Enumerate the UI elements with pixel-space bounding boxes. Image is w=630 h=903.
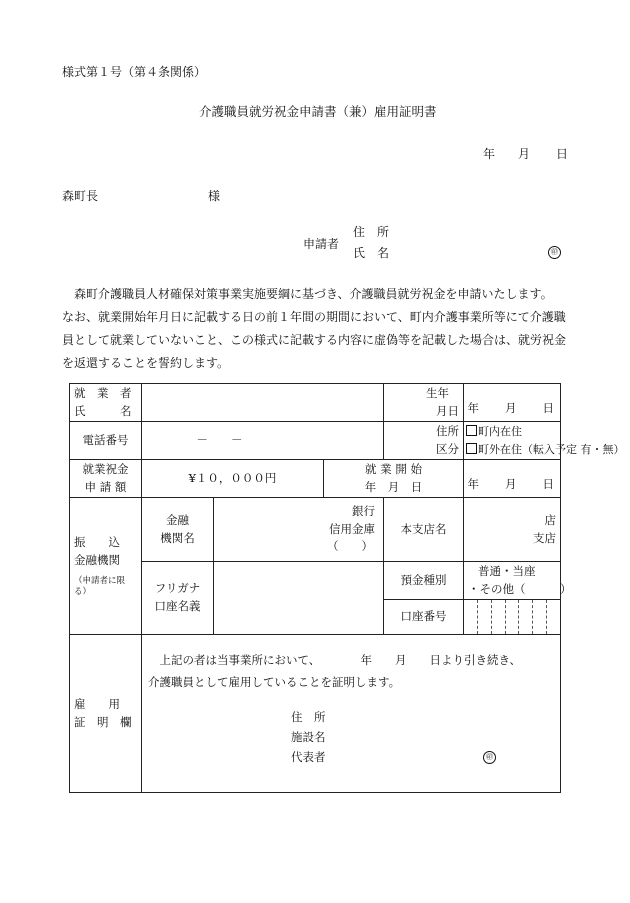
birth-year: 年 — [467, 401, 479, 416]
birth-month: 月 — [505, 401, 517, 416]
addressee-name: 森町長 — [62, 189, 99, 203]
date-month-label: 月 — [518, 147, 531, 161]
statement-paragraph — [62, 283, 570, 375]
start-day: 日 — [542, 477, 554, 492]
amount-value: ¥１０，０００円 — [142, 460, 324, 498]
address-type-field[interactable] — [464, 422, 625, 460]
statement-line-1: 森町介護職員人材確保対策事業実施要綱に基づき、介護職員就労祝金を申請いたします。 — [74, 287, 553, 301]
applicant-name-label: 氏 名 — [353, 246, 390, 260]
certification-text-1: 上記の者は当事業所において、 年 月 日より引き続き、 — [159, 653, 522, 667]
applicant-label: 申請者 — [303, 237, 340, 251]
cert-address-label: 住 所 — [291, 710, 326, 724]
amount-label: 就業祝金 申 請 額 — [70, 460, 142, 498]
account-holder-field[interactable] — [214, 562, 384, 635]
date-year-label: 年 — [483, 147, 496, 161]
in-town-option[interactable]: 町内在住 — [466, 423, 556, 440]
phone-label: 電話番号 — [70, 422, 142, 460]
bank-name-field[interactable]: 銀行 信用金庫 （ ） — [214, 498, 384, 562]
checkbox-icon[interactable] — [466, 443, 477, 454]
certification-field[interactable] — [142, 635, 561, 793]
statement-line-2: なお、就業開始年月日に記載する日の前１年間の期間において、町内介護事業所等にて介護職員として就業していないこと、この様式に記載する内容に虚偽等を記載した場合は、就労祝金を返還することを誓約します。 — [62, 310, 567, 370]
certification-label: 雇 用 証 明 欄 — [70, 635, 142, 793]
birth-day: 日 — [542, 401, 554, 416]
branch-label: 本支店名 — [384, 498, 464, 562]
out-town-option[interactable]: 町外在住（転入予定 有・無） — [466, 441, 556, 458]
cert-facility-label: 施設名 — [291, 730, 326, 744]
phone-field[interactable] — [142, 422, 384, 460]
applicant-address-label: 住 所 — [353, 225, 390, 239]
account-number-boxes — [464, 600, 560, 634]
birthdate-field[interactable] — [464, 384, 561, 422]
phone-value: － － — [196, 432, 243, 447]
bank-section-label: 振 込 金融機関 （申請者に限る） — [70, 498, 142, 635]
start-year: 年 — [467, 477, 479, 492]
seal-icon: ㊞ — [548, 246, 561, 259]
worker-name-field[interactable] — [142, 384, 384, 422]
branch-field[interactable]: 店 支店 — [464, 498, 561, 562]
account-number-field[interactable] — [464, 600, 561, 635]
date-day-label: 日 — [556, 147, 569, 161]
address-type-label: 住所 区分 — [384, 422, 464, 460]
checkbox-icon[interactable] — [466, 425, 477, 436]
start-date-field[interactable] — [464, 460, 561, 498]
certification-text-2: 介護職員として雇用していることを証明します。 — [148, 675, 401, 689]
account-number-label: 口座番号 — [384, 600, 464, 635]
form-number: 様式第１号（第４条関係） — [62, 65, 207, 79]
application-table — [69, 383, 625, 793]
start-date-label: 就 業 開 始 年 月 日 — [324, 460, 464, 498]
account-type-field[interactable]: 普通・当座 ・その他（ ） — [464, 562, 561, 600]
account-holder-label: フリガナ 口座名義 — [142, 562, 214, 635]
account-type-label: 預金種別 — [384, 562, 464, 600]
addressee-honorific: 様 — [208, 189, 221, 203]
document-title: 介護職員就労祝金申請書（兼）雇用証明書 — [199, 104, 437, 119]
worker-name-label: 就 業 者 氏 名 — [70, 384, 142, 422]
start-month: 月 — [505, 477, 517, 492]
cert-representative-label: 代表者 ㊞ — [291, 747, 554, 767]
seal-icon: ㊞ — [483, 751, 496, 764]
bank-name-label: 金融 機関名 — [142, 498, 214, 562]
birthdate-label: 生年 月日 — [384, 384, 464, 422]
